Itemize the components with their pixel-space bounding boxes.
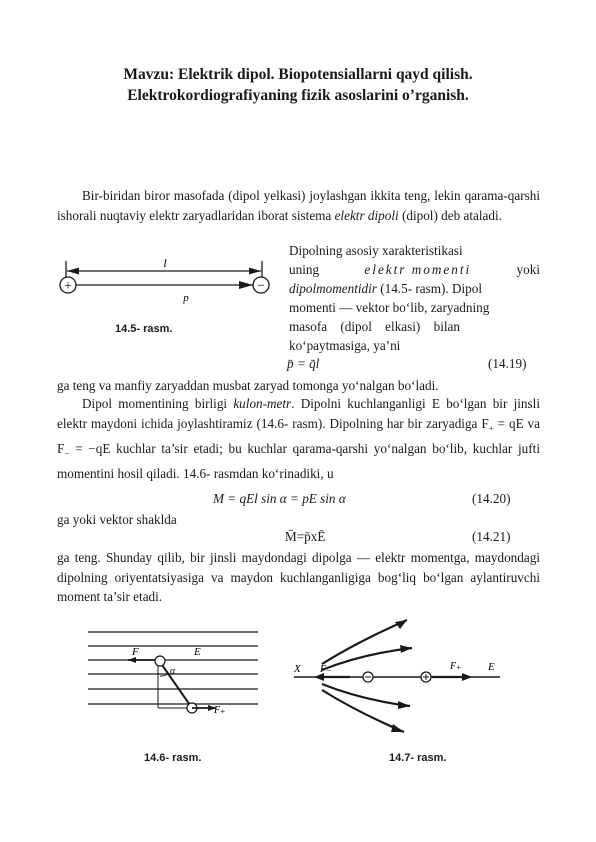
intro-text: Bir-biridan biror masofada (dipol yelkasi) joylashgan ikkita teng, lekin qarama-qarshi ishorali nuqtaviy elektr zaryadlaridan iborat sistema	[57, 188, 540, 223]
label-E: E	[194, 646, 201, 658]
l-arrow-left	[67, 268, 79, 275]
label-Fminus-147: F₋	[320, 664, 332, 675]
arrow-lower-outer	[391, 724, 404, 732]
equation-14-21-number: (14.21)	[472, 529, 511, 544]
title-line-1: Mavzu: Elektrik dipol. Biopotensiallarni qayd qilish.	[123, 66, 473, 83]
rc-line-5: masofa (dipol elkasi) bilan	[289, 318, 460, 334]
p-label: p	[183, 292, 189, 304]
right-column-text	[289, 242, 540, 355]
field-curve-lower-inner	[322, 684, 410, 706]
page-title	[40, 64, 556, 106]
equation-14-19-number: (14.19)	[488, 356, 527, 371]
label-Fplus-147: F₊	[450, 661, 462, 672]
rc-line-2	[289, 261, 540, 280]
label-X: X	[294, 663, 301, 675]
l-arrow-right	[249, 268, 261, 275]
unit-a: Dipol momentining birligi	[82, 396, 234, 411]
unit-d: = −qE kuchlar ta’sir etadi; bu kuchlar qarama-qarshi yo‘nalgan bo‘lib, kuchlar jufti momentini hosil qiladi. 14.6- rasmdan ko‘rinadiki, u	[57, 440, 540, 481]
minus-charge-146	[155, 656, 165, 666]
label-F: F	[132, 646, 139, 658]
label-alpha: α	[170, 666, 176, 677]
figure-14-7	[292, 612, 507, 742]
rc-line-3-b: (14.5- rasm). Dipol	[376, 280, 483, 296]
equation-14-20: M = qEl sin α = pE sin α	[213, 491, 346, 506]
rc-line-2-a: uning	[289, 261, 320, 277]
arrowhead-plus-147	[462, 673, 472, 681]
rc-line-4: momenti — vektor bo‘lib, zaryadning	[289, 299, 490, 315]
vector-form-line: ga yoki vektor shaklda	[57, 512, 177, 527]
unit-c: = qE va F	[57, 415, 540, 456]
minus-sign: −	[257, 277, 265, 293]
title-line-2: Elektrokordiografiyaning fizik asoslarini o’rganish.	[127, 87, 469, 104]
caption-14-5: 14.5- rasm.	[115, 323, 173, 335]
intro-paragraph	[57, 186, 540, 225]
figure-14-6	[88, 622, 263, 727]
caption-14-6: 14.6- rasm.	[144, 752, 202, 764]
conclusion-paragraph: ga teng. Shunday qilib, bir jinsli maydondagi dipolga — elektr momentga, maydondagi dipolning oriyentatsiyasiga va maydon kuchlanganligiga bog‘liq bo‘lgan aylantiruvchi moment ta’sir etadi.	[57, 550, 540, 604]
rc-line-2-b: yoki	[516, 261, 540, 277]
equation-14-21: M̄=p̄xĒ	[285, 529, 326, 544]
rc-line-3	[289, 280, 540, 299]
rc-line-2-term: elektr momenti	[364, 261, 472, 277]
intro-term: elektr dipoli	[334, 207, 399, 223]
unit-name: kulon-metr	[233, 396, 292, 411]
label-E-147: E	[488, 661, 495, 673]
plus-sign: +	[64, 277, 72, 293]
l-label: l	[163, 256, 167, 270]
label-Fplus: F₊	[214, 705, 226, 716]
after-eq1-line: ga teng va manfiy zaryaddan musbat zaryad tomonga yo‘nalgan bo‘ladi.	[57, 378, 439, 393]
rc-line-3-term: dipolmomentidir	[289, 280, 377, 296]
caption-14-7: 14.7- rasm.	[389, 752, 447, 764]
rc-line-1: Dipolning asosiy xarakteristikasi	[289, 243, 463, 258]
figure-14-5	[55, 255, 280, 315]
p-arrow-head	[239, 281, 253, 289]
rc-line-6: ko‘paytmasiga, ya’ni	[289, 337, 401, 353]
equation-14-20-number: (14.20)	[472, 491, 511, 506]
unit-paragraph: Dipol momentining birligi kulon-metr. Dipolni kuchlanganligi E bo‘lgan bir jinsli elektr maydoni ichida joylashtiramiz (14.6- rasm). Dipolning har bir zaryadiga $F_+$ = qE va $F_- = -qE$ kuchlar ta’sir etadi; bu kuchlar qarama-qarshi yo‘nalgan bo‘lib, kuchlar jufti momentini hosil qiladi. 14.6- rasmdan ko‘rinadiki, u	[57, 396, 540, 481]
intro-tail: (dipol) deb ataladi.	[398, 207, 502, 223]
field-curve-upper-inner	[322, 648, 412, 670]
arrow-upper-outer	[395, 620, 407, 629]
unit-b: . Dipolni kuchlanganligi E bo‘lgan bir jinsli elektr maydoni ichida joylashtiramiz (14.6- rasm). Dipolning har bir zaryadiga F	[57, 396, 540, 431]
dipole-arm	[160, 662, 192, 708]
equation-14-19: p̄ = q̄l	[287, 356, 320, 371]
